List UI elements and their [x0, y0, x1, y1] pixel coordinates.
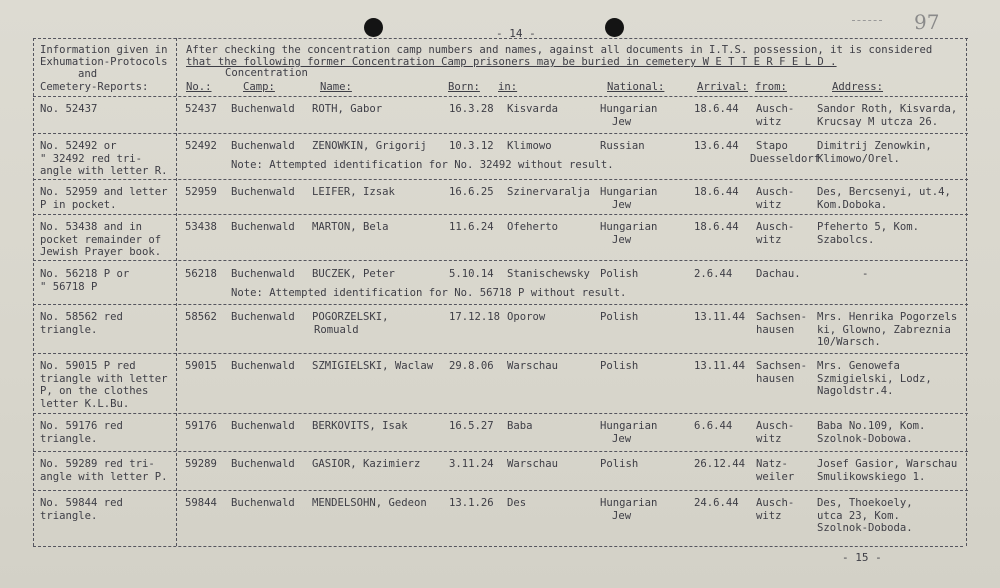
- nationality: Hungarian: [600, 103, 658, 115]
- arrival-date: 24.6.44: [694, 497, 739, 509]
- birth-place: Warschau: [507, 360, 559, 372]
- info-text: triangle.: [40, 509, 98, 522]
- info-text: No. 59015 P red: [40, 360, 136, 372]
- birth-date: 29.8.06: [449, 360, 494, 372]
- top-border: [33, 38, 968, 39]
- info-text: " 32492 red tri-: [40, 152, 143, 165]
- row-separator: [33, 133, 968, 134]
- arrival-date: 13.6.44: [694, 140, 739, 152]
- info-text: No. 52959 and letter: [40, 186, 168, 198]
- birth-date: 5.10.14: [449, 268, 494, 280]
- prisoner-number: 59176: [185, 420, 217, 432]
- bottom-border: [33, 546, 963, 547]
- address-line: Kom.Doboka.: [817, 198, 888, 211]
- arrived-from: Ausch-: [756, 103, 795, 115]
- row-separator: [33, 260, 968, 261]
- left-header-line3: and: [78, 68, 98, 80]
- arrived-from: witz: [756, 198, 782, 211]
- nationality: Hungarian: [600, 497, 658, 509]
- arrived-from: Stapo: [756, 140, 788, 152]
- arrival-date: 13.11.44: [694, 360, 746, 372]
- birth-place: Kisvarda: [507, 103, 559, 115]
- bottom-page-number: - 15 -: [842, 551, 882, 564]
- prisoner-name: MENDELSOHN, Gedeon: [312, 497, 427, 509]
- address-line: Des, Thoekoely,: [817, 497, 913, 509]
- col-arrival: Arrival:: [697, 81, 749, 93]
- info-text: Jewish Prayer book.: [40, 246, 162, 259]
- prisoner-name: ROTH, Gabor: [312, 103, 383, 115]
- info-text: letter K.L.Bu.: [40, 397, 130, 410]
- nationality: Polish: [600, 360, 639, 372]
- nationality: Jew: [612, 509, 632, 522]
- address-line: Dimitrij Zenowkin,: [817, 140, 932, 152]
- birth-date: 16.5.27: [449, 420, 494, 432]
- col-from: from:: [755, 81, 787, 93]
- col-camp: Camp:: [243, 81, 275, 93]
- arrived-from: Sachsen-: [756, 311, 808, 323]
- arrived-from: Ausch-: [756, 497, 795, 509]
- arrival-date: 26.12.44: [694, 458, 746, 470]
- left-header-line4: Cemetery-Reports:: [40, 81, 149, 93]
- identification-note: Note: Attempted identification for No. 32492 without result.: [231, 159, 614, 171]
- arrived-from: witz: [756, 509, 782, 522]
- arrived-from: weiler: [756, 470, 795, 483]
- birth-place: Oporow: [507, 311, 546, 323]
- camp-name: Buchenwald: [231, 458, 295, 470]
- left-header-line1: Information given in: [40, 44, 168, 56]
- address-line: Nagoldstr.4.: [817, 385, 894, 398]
- camp-name: Buchenwald: [231, 268, 295, 280]
- prisoner-name: SZMIGIELSKI, Waclaw: [312, 360, 434, 372]
- birth-date: 11.6.24: [449, 221, 494, 233]
- pencil-mark: [852, 20, 882, 21]
- birth-date: 3.11.24: [449, 458, 494, 470]
- row-separator: [33, 353, 968, 354]
- arrival-date: 6.6.44: [694, 420, 733, 432]
- info-text: No. 52437: [40, 103, 98, 115]
- address-line: Szolnok-Doboda.: [817, 522, 913, 535]
- birth-place: Stanischewsky: [507, 268, 590, 280]
- nationality: Jew: [612, 233, 632, 246]
- prisoner-name: ZENOWKIN, Grigorij: [312, 140, 427, 152]
- birth-place: Klimowo: [507, 140, 552, 152]
- arrived-from: witz: [756, 115, 782, 128]
- row-separator: [33, 490, 968, 491]
- identification-note: Note: Attempted identification for No. 56718 P without result.: [231, 287, 627, 299]
- arrived-from: witz: [756, 233, 782, 246]
- info-text: triangle.: [40, 432, 98, 445]
- prisoner-number: 52959: [185, 186, 217, 198]
- camp-name: Buchenwald: [231, 103, 295, 115]
- prisoner-name: Romuald: [314, 323, 359, 336]
- col-address: Address:: [832, 81, 884, 93]
- arrived-from: Sachsen-: [756, 360, 808, 372]
- info-text: pocket remainder of: [40, 233, 162, 246]
- arrived-from: Dachau.: [756, 268, 801, 280]
- camp-name: Buchenwald: [231, 420, 295, 432]
- address-line: Smulikowskiego 1.: [817, 470, 926, 483]
- birth-date: 17.12.18: [449, 311, 501, 323]
- address-line: Des, Bercsenyi, ut.4,: [817, 186, 951, 198]
- row-separator: [33, 413, 968, 414]
- nationality: Polish: [600, 311, 639, 323]
- row-separator: [33, 214, 968, 215]
- camp-name: Buchenwald: [231, 221, 295, 233]
- arrived-from: hausen: [756, 323, 795, 336]
- row-separator: [33, 304, 968, 305]
- birth-place: Baba: [507, 420, 533, 432]
- prisoner-number: 56218: [185, 268, 217, 280]
- birth-place: Warschau: [507, 458, 559, 470]
- address-line: Josef Gasior, Warschau: [817, 458, 958, 470]
- birth-date: 16.6.25: [449, 186, 494, 198]
- arrived-from: Ausch-: [756, 186, 795, 198]
- info-text: No. 53438 and in: [40, 221, 143, 233]
- info-text: No. 52492 or: [40, 140, 117, 152]
- info-text: No. 59844 red: [40, 497, 123, 509]
- header-separator: [33, 96, 968, 97]
- nationality: Hungarian: [600, 186, 658, 198]
- arrival-date: 18.6.44: [694, 221, 739, 233]
- camp-name: Buchenwald: [231, 311, 295, 323]
- arrival-date: 2.6.44: [694, 268, 733, 280]
- address-line: Mrs. Genowefa: [817, 360, 900, 372]
- address-line: Krucsay M utcza 26.: [817, 115, 939, 128]
- arrived-from: hausen: [756, 372, 795, 385]
- address-line: utca 23, Kom.: [817, 509, 900, 522]
- handwritten-page-number: 97: [914, 10, 940, 34]
- left-border: [33, 38, 34, 546]
- prisoner-number: 59015: [185, 360, 217, 372]
- info-text: No. 59176 red: [40, 420, 123, 432]
- birth-date: 13.1.26: [449, 497, 494, 509]
- arrival-date: 18.6.44: [694, 186, 739, 198]
- col-national: National:: [607, 81, 665, 93]
- arrived-from: Duesseldorf: [750, 152, 821, 165]
- info-text: No. 56218 P or: [40, 268, 130, 280]
- prisoner-name: BUCZEK, Peter: [312, 268, 395, 280]
- birth-date: 16.3.28: [449, 103, 494, 115]
- prisoner-number: 52492: [185, 140, 217, 152]
- top-page-number: - 14 -: [496, 27, 536, 40]
- info-text: No. 59289 red tri-: [40, 458, 155, 470]
- prisoner-number: 59289: [185, 458, 217, 470]
- nationality: Russian: [600, 140, 645, 152]
- punch-hole-left: [364, 18, 383, 37]
- address-line: Klimowo/Orel.: [817, 152, 900, 165]
- arrived-from: Ausch-: [756, 420, 795, 432]
- birth-place: Szinervaralja: [507, 186, 590, 198]
- address-line: Sandor Roth, Kisvarda,: [817, 103, 958, 115]
- camp-name: Buchenwald: [231, 186, 295, 198]
- address-line: 10/Warsch.: [817, 336, 881, 349]
- col-in: in:: [498, 81, 518, 93]
- arrived-from: Natz-: [756, 458, 788, 470]
- prisoner-name: BERKOVITS, Isak: [312, 420, 408, 432]
- punch-hole-right: [605, 18, 624, 37]
- camp-name: Buchenwald: [231, 360, 295, 372]
- arrived-from: witz: [756, 432, 782, 445]
- col-name: Name:: [320, 81, 352, 93]
- birth-place: Des: [507, 497, 527, 509]
- nationality: Hungarian: [600, 221, 658, 233]
- address-line: ki, Glowno, Zabreznia: [817, 323, 951, 336]
- info-text: triangle with letter: [40, 372, 168, 385]
- nationality: Jew: [612, 198, 632, 211]
- info-text: triangle.: [40, 323, 98, 336]
- prisoner-number: 59844: [185, 497, 217, 509]
- nationality: Polish: [600, 268, 639, 280]
- row-separator: [33, 451, 968, 452]
- nationality: Hungarian: [600, 420, 658, 432]
- left-header-line2: Exhumation-Protocols: [40, 56, 168, 68]
- arrival-date: 18.6.44: [694, 103, 739, 115]
- nationality: Jew: [612, 432, 632, 445]
- intro-line1: After checking the concentration camp numbers and names, against all documents in I.T.S. possession, it is considered: [186, 44, 933, 56]
- prisoner-name: LEIFER, Izsak: [312, 186, 395, 198]
- nationality: Polish: [600, 458, 639, 470]
- camp-name: Buchenwald: [231, 497, 295, 509]
- address-line: Pfeherto 5, Kom.: [817, 221, 920, 233]
- address-line: Szabolcs.: [817, 233, 875, 246]
- col-concentration: Concentration: [225, 67, 308, 79]
- arrived-from: Ausch-: [756, 221, 795, 233]
- info-text: angle with letter R.: [40, 165, 168, 178]
- prisoner-name: MARTON, Bela: [312, 221, 389, 233]
- camp-name: Buchenwald: [231, 140, 295, 152]
- column-divider: [176, 38, 177, 546]
- info-text: angle with letter P.: [40, 470, 168, 483]
- birth-place: Ofeherto: [507, 221, 559, 233]
- row-separator: [33, 179, 968, 180]
- col-no: No.:: [186, 81, 212, 93]
- address-line: Baba No.109, Kom.: [817, 420, 926, 432]
- info-text: P, on the clothes: [40, 385, 149, 398]
- prisoner-number: 58562: [185, 311, 217, 323]
- address-line: Mrs. Henrika Pogorzels: [817, 311, 958, 323]
- address-line: -: [862, 268, 869, 280]
- address-line: Szmigielski, Lodz,: [817, 372, 932, 385]
- info-text: P in pocket.: [40, 198, 117, 211]
- prisoner-number: 52437: [185, 103, 217, 115]
- col-born: Born:: [448, 81, 480, 93]
- info-text: No. 58562 red: [40, 311, 123, 323]
- birth-date: 10.3.12: [449, 140, 494, 152]
- arrival-date: 13.11.44: [694, 311, 746, 323]
- info-text: " 56718 P: [40, 280, 98, 293]
- right-border: [966, 38, 967, 546]
- intro-line2: that the following former Concentration Camp prisoners may be buried in cemetery W E T T E R F E L D .: [186, 56, 837, 68]
- nationality: Jew: [612, 115, 632, 128]
- prisoner-name: GASIOR, Kazimierz: [312, 458, 421, 470]
- prisoner-name: POGORZELSKI,: [312, 311, 389, 323]
- address-line: Szolnok-Dobowa.: [817, 432, 913, 445]
- prisoner-number: 53438: [185, 221, 217, 233]
